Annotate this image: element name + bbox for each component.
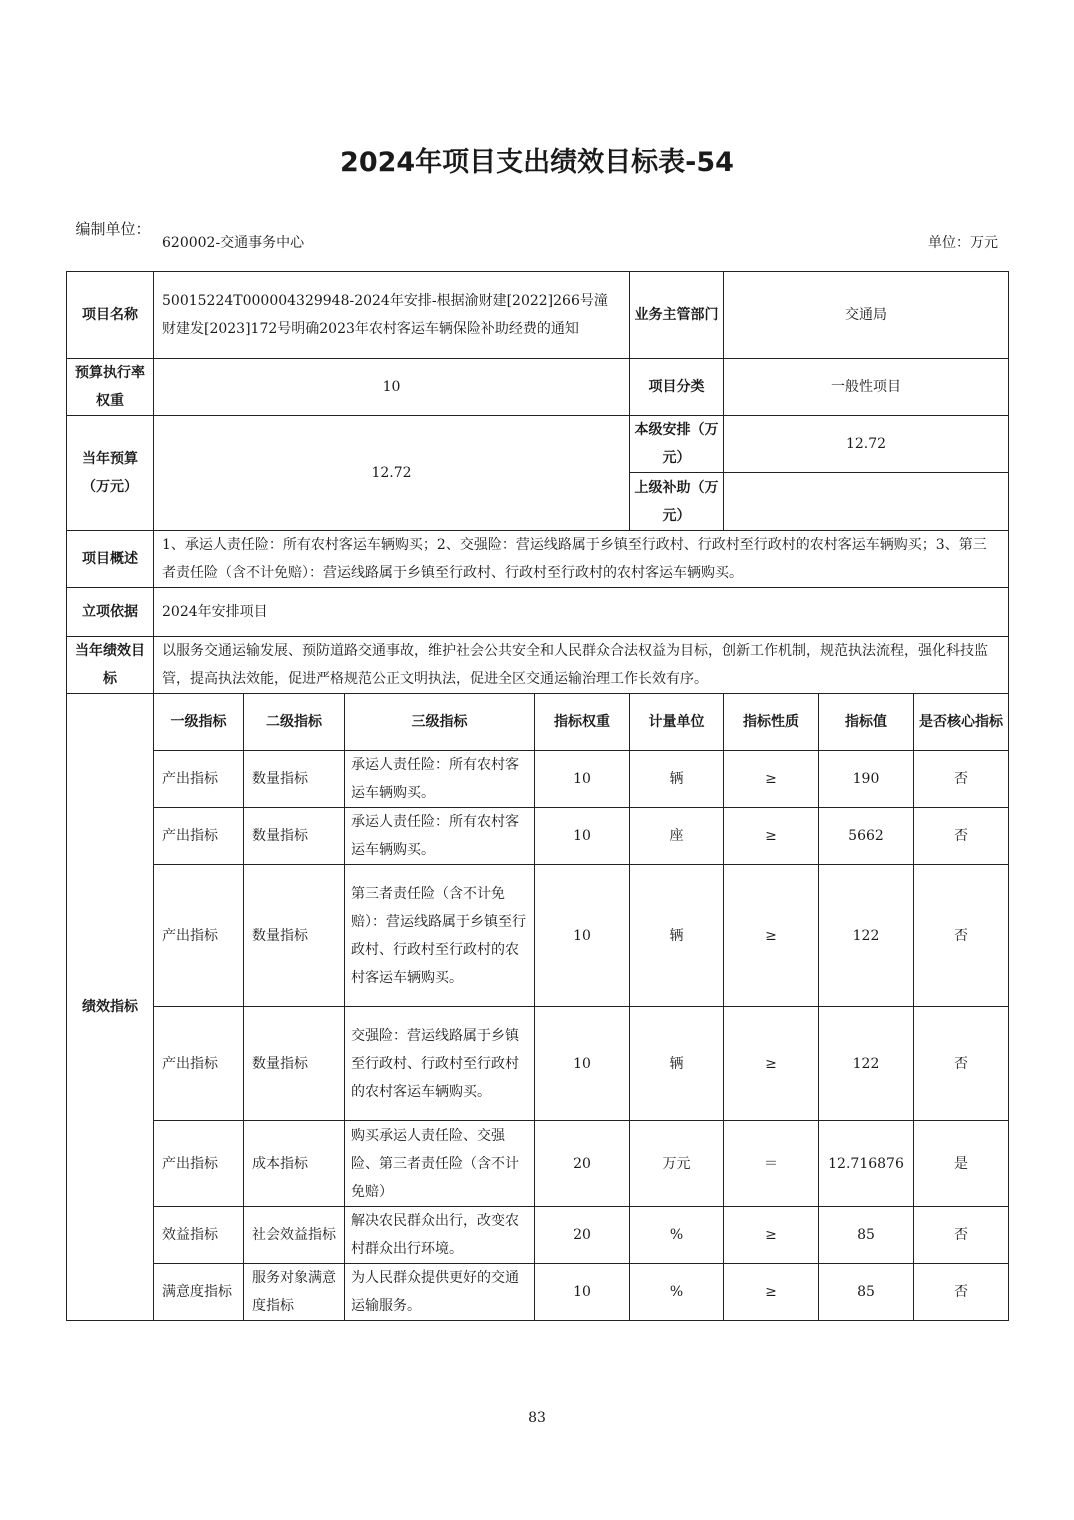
budget-value: 12.72 <box>154 416 630 531</box>
budget-label: 当年预算（万元） <box>67 416 154 531</box>
header-value: 指标值 <box>819 694 914 751</box>
exec-weight-value: 10 <box>154 359 630 416</box>
performance-target-table <box>66 271 1009 1321</box>
level3: 承运人责任险：所有农村客运车辆购买。 <box>345 751 535 808</box>
currency-unit: 单位：万元 <box>928 235 998 251</box>
page-title: 2024年项目支出绩效目标表-54 <box>340 147 734 178</box>
exec-weight-label: 预算执行率权重 <box>67 359 154 416</box>
unit: % <box>630 1207 724 1264</box>
level1: 产出指标 <box>154 1007 244 1121</box>
header-level1: 一级指标 <box>154 694 244 751</box>
indicator-row <box>67 1007 1009 1121</box>
weight: 20 <box>535 1207 630 1264</box>
unit: 座 <box>630 808 724 865</box>
level2: 数量指标 <box>244 808 345 865</box>
header-level2: 二级指标 <box>244 694 345 751</box>
level3: 解决农民群众出行，改变农村群众出行环境。 <box>345 1207 535 1264</box>
unit: 辆 <box>630 751 724 808</box>
level2: 数量指标 <box>244 865 345 1007</box>
level1: 效益指标 <box>154 1207 244 1264</box>
target-value: 85 <box>819 1264 914 1321</box>
level3: 为人民群众提供更好的交通运输服务。 <box>345 1264 535 1321</box>
overview-label: 项目概述 <box>67 531 154 588</box>
category-value: 一般性项目 <box>724 359 1009 416</box>
unit: % <box>630 1264 724 1321</box>
dept-label: 业务主管部门 <box>630 272 724 359</box>
is-core: 是 <box>914 1121 1009 1207</box>
goal-value: 以服务交通运输发展、预防道路交通事故，维护社会公共安全和人民群众合法权益为目标，创新工作机制，规范执法流程，强化科技监管，提高执法效能，促进严格规范公正文明执法，促进全区交通运输治理工作长效有序。 <box>154 637 1009 694</box>
goal-label: 当年绩效目标 <box>67 637 154 694</box>
target-value: 85 <box>819 1207 914 1264</box>
indicator-row <box>67 1121 1009 1207</box>
local-arrangement-value: 12.72 <box>724 416 1009 473</box>
nature: ＝ <box>724 1121 819 1207</box>
nature: ≥ <box>724 808 819 865</box>
indicator-header-row <box>67 694 1009 751</box>
indicator-row <box>67 751 1009 808</box>
basis-value: 2024年安排项目 <box>154 588 1009 637</box>
unit: 万元 <box>630 1121 724 1207</box>
page-number: 83 <box>528 1410 546 1426</box>
target-value: 122 <box>819 1007 914 1121</box>
level1: 产出指标 <box>154 865 244 1007</box>
level1: 产出指标 <box>154 808 244 865</box>
header-unit: 计量单位 <box>630 694 724 751</box>
weight: 10 <box>535 751 630 808</box>
exec-weight-row <box>67 359 1009 416</box>
indicator-row <box>67 808 1009 865</box>
weight: 20 <box>535 1121 630 1207</box>
header-weight: 指标权重 <box>535 694 630 751</box>
weight: 10 <box>535 1007 630 1121</box>
is-core: 否 <box>914 1264 1009 1321</box>
local-arrangement-label: 本级安排（万元） <box>630 416 724 473</box>
project-name-label: 项目名称 <box>67 272 154 359</box>
target-value: 122 <box>819 865 914 1007</box>
nature: ≥ <box>724 1207 819 1264</box>
level1: 产出指标 <box>154 1121 244 1207</box>
level2: 数量指标 <box>244 1007 345 1121</box>
overview-value: 1、承运人责任险：所有农村客运车辆购买；2、交强险：营运线路属于乡镇至行政村、行政村至行政村的农村客运车辆购买；3、第三者责任险（含不计免赔）：营运线路属于乡镇至行政村、行政村至行政村的农村客运车辆购买。 <box>154 531 1009 588</box>
compiling-unit-value: 620002-交通事务中心 <box>162 235 305 251</box>
weight: 10 <box>535 808 630 865</box>
weight: 10 <box>535 865 630 1007</box>
header-nature: 指标性质 <box>724 694 819 751</box>
level2: 成本指标 <box>244 1121 345 1207</box>
target-value: 5662 <box>819 808 914 865</box>
indicators-section-label: 绩效指标 <box>67 694 154 1321</box>
level3: 第三者责任险（含不计免赔）：营运线路属于乡镇至行政村、行政村至行政村的农村客运车辆购买。 <box>345 865 535 1007</box>
goal-row <box>67 637 1009 694</box>
nature: ≥ <box>724 1264 819 1321</box>
nature: ≥ <box>724 1007 819 1121</box>
category-label: 项目分类 <box>630 359 724 416</box>
level2: 数量指标 <box>244 751 345 808</box>
is-core: 否 <box>914 808 1009 865</box>
project-name-row <box>67 272 1009 359</box>
unit: 辆 <box>630 1007 724 1121</box>
basis-label: 立项依据 <box>67 588 154 637</box>
level2: 服务对象满意度指标 <box>244 1264 345 1321</box>
header-core: 是否核心指标 <box>914 694 1009 751</box>
project-name-value: 50015224T000004329948-2024年安排-根据渝财建[2022]266号潼财建发[2023]172号明确2023年农村客运车辆保险补助经费的通知 <box>154 272 630 359</box>
level3: 购买承运人责任险、交强险、第三者责任险（含不计免赔） <box>345 1121 535 1207</box>
compiling-unit-label: 编制单位： <box>75 220 151 238</box>
superior-subsidy-label: 上级补助（万元） <box>630 473 724 531</box>
indicator-row <box>67 1264 1009 1321</box>
nature: ≥ <box>724 865 819 1007</box>
weight: 10 <box>535 1264 630 1321</box>
overview-row <box>67 531 1009 588</box>
level1: 满意度指标 <box>154 1264 244 1321</box>
level1: 产出指标 <box>154 751 244 808</box>
target-value: 12.716876 <box>819 1121 914 1207</box>
dept-value: 交通局 <box>724 272 1009 359</box>
level2: 社会效益指标 <box>244 1207 345 1264</box>
level3: 承运人责任险：所有农村客运车辆购买。 <box>345 808 535 865</box>
nature: ≥ <box>724 751 819 808</box>
basis-row <box>67 588 1009 637</box>
budget-row-1 <box>67 416 1009 473</box>
is-core: 否 <box>914 1007 1009 1121</box>
unit: 辆 <box>630 865 724 1007</box>
is-core: 否 <box>914 865 1009 1007</box>
superior-subsidy-value <box>724 473 1009 531</box>
is-core: 否 <box>914 751 1009 808</box>
target-value: 190 <box>819 751 914 808</box>
is-core: 否 <box>914 1207 1009 1264</box>
indicator-row <box>67 865 1009 1007</box>
indicator-row <box>67 1207 1009 1264</box>
header-level3: 三级指标 <box>345 694 535 751</box>
level3: 交强险：营运线路属于乡镇至行政村、行政村至行政村的农村客运车辆购买。 <box>345 1007 535 1121</box>
